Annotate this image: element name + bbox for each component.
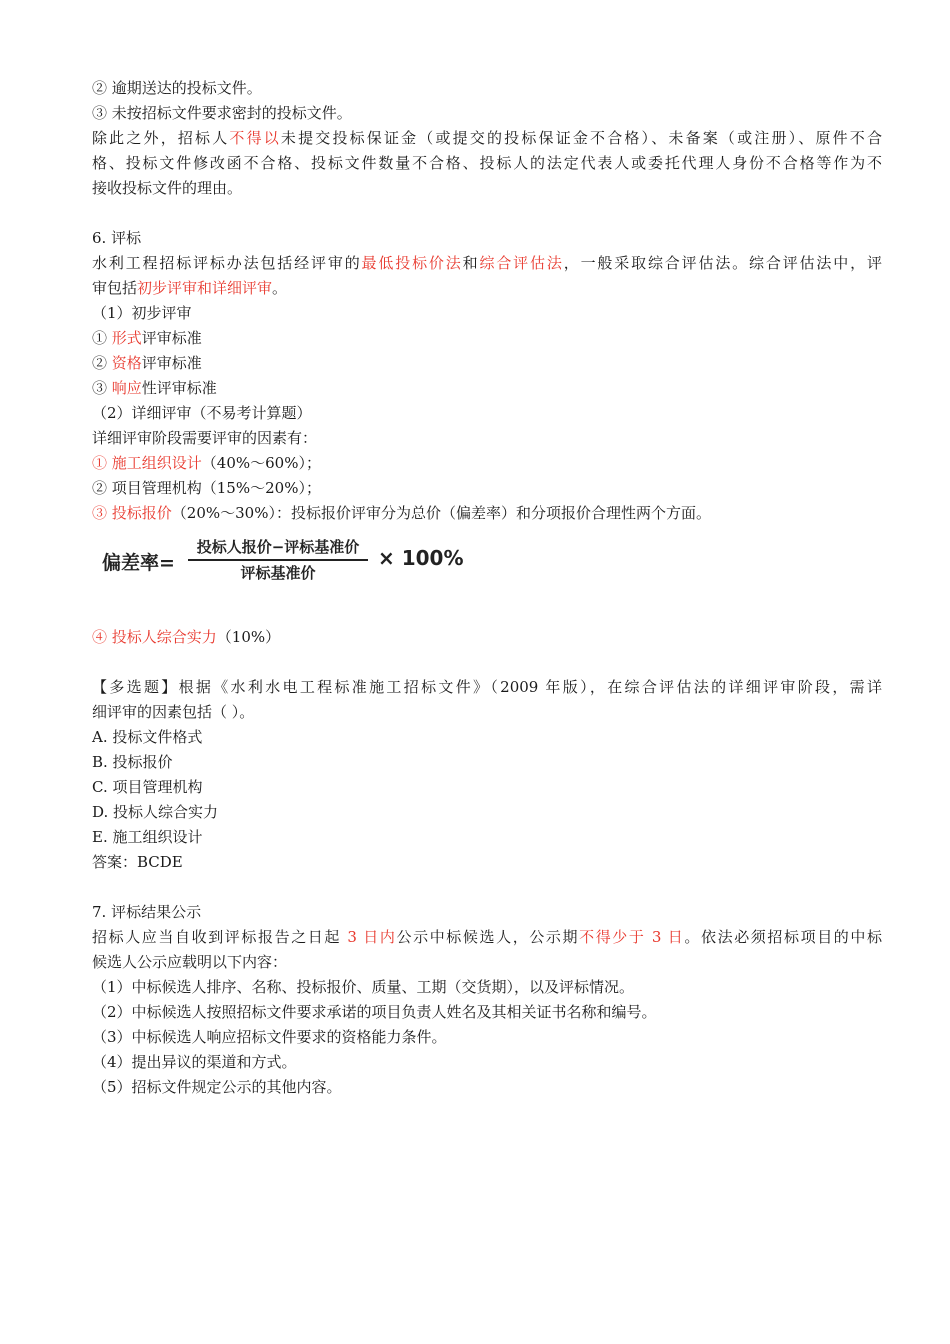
paragraph-factors-intro: 详细评审阶段需要评审的因素有： (92, 429, 318, 447)
publicity-item-5: （5）招标文件规定公示的其他内容。 (92, 1078, 342, 1096)
formula-numerator: 投标人报价−评标基准价 (196, 538, 360, 556)
paragraph-exceptions-line2: 格、投标文件修改函不合格、投标文件数量不合格、投标人的法定代表人或委托代理人身份不合格等作为不 (92, 154, 882, 172)
deviation-rate-formula (102, 536, 522, 586)
section-heading-evaluation: 6. 评标 (92, 229, 142, 247)
formula-lhs: 偏差率= (102, 552, 175, 574)
list-item-bidder-strength: ④ 投标人综合实力（10%） (92, 628, 281, 646)
formula-denominator: 评标基准价 (240, 564, 316, 582)
publicity-item-3: （3）中标候选人响应招标文件要求的资格能力条件。 (92, 1028, 447, 1046)
paragraph-exceptions-line1: 除此之外，招标人不得以未提交投标保证金（或提交的投标保证金不合格）、未备案（或注册）、原件不合 (92, 129, 882, 147)
list-item-response-criteria: ③ 响应性评审标准 (92, 379, 217, 397)
paragraph-methods-line1: 水利工程招标评标办法包括经评审的最低投标价法和综合评估法，一般采取综合评估法。综合评估法中，评 (92, 254, 882, 272)
option-c: C. 项目管理机构 (92, 778, 203, 796)
formula-fraction (188, 536, 368, 584)
question-stem-line1: 【多选题】根据《水利水电工程标准施工招标文件》（2009 年版），在综合评估法的详细评审阶段，需详 (92, 678, 882, 696)
formula-rhs: × 100% (378, 546, 464, 570)
option-d: D. 投标人综合实力 (92, 803, 219, 821)
paragraph-methods-line2: 审包括初步评审和详细评审。 (92, 279, 288, 297)
paragraph-overdue-bids: ② 逾期送达的投标文件。 (92, 79, 262, 97)
subheading-preliminary: （1）初步评审 (92, 304, 192, 322)
option-a: A. 投标文件格式 (92, 728, 203, 746)
list-item-qualification-criteria: ② 资格评审标准 (92, 354, 202, 372)
paragraph-publicity-line2: 候选人公示应载明以下内容： (92, 953, 288, 971)
paragraph-publicity-line1: 招标人应当自收到评标报告之日起 3 日内公示中标候选人，公示期不得少于 3 日。依法必须招标项目的中标 (92, 928, 882, 946)
subheading-detailed: （2）详细评审（不易考计算题） (92, 404, 312, 422)
section-heading-publicity: 7. 评标结果公示 (92, 903, 202, 921)
question-answer: 答案：BCDE (92, 853, 183, 871)
list-item-construction-design: ① 施工组织设计（40%～60%）； (92, 454, 321, 472)
option-e: E. 施工组织设计 (92, 828, 203, 846)
list-item-bid-price: ③ 投标报价（20%～30%）：投标报价评审分为总价（偏差率）和分项报价合理性两个方面。 (92, 504, 711, 522)
option-b: B. 投标报价 (92, 753, 173, 771)
paragraph-unsealed-bids: ③ 未按招标文件要求密封的投标文件。 (92, 104, 352, 122)
question-stem-line2: 细评审的因素包括（ ）。 (92, 703, 255, 721)
paragraph-exceptions-line3: 接收投标文件的理由。 (92, 179, 243, 197)
list-item-project-management: ② 项目管理机构（15%～20%）； (92, 479, 321, 497)
fraction-bar (188, 559, 368, 561)
publicity-item-1: （1）中标候选人排序、名称、投标报价、质量、工期（交货期），以及评标情况。 (92, 978, 635, 996)
publicity-item-2: （2）中标候选人按照招标文件要求承诺的项目负责人姓名及其相关证书名称和编号。 (92, 1003, 657, 1021)
emphasis-text: 不得以 (229, 129, 281, 147)
list-item-form-criteria: ① 形式评审标准 (92, 329, 202, 347)
publicity-item-4: （4）提出异议的渠道和方式。 (92, 1053, 297, 1071)
